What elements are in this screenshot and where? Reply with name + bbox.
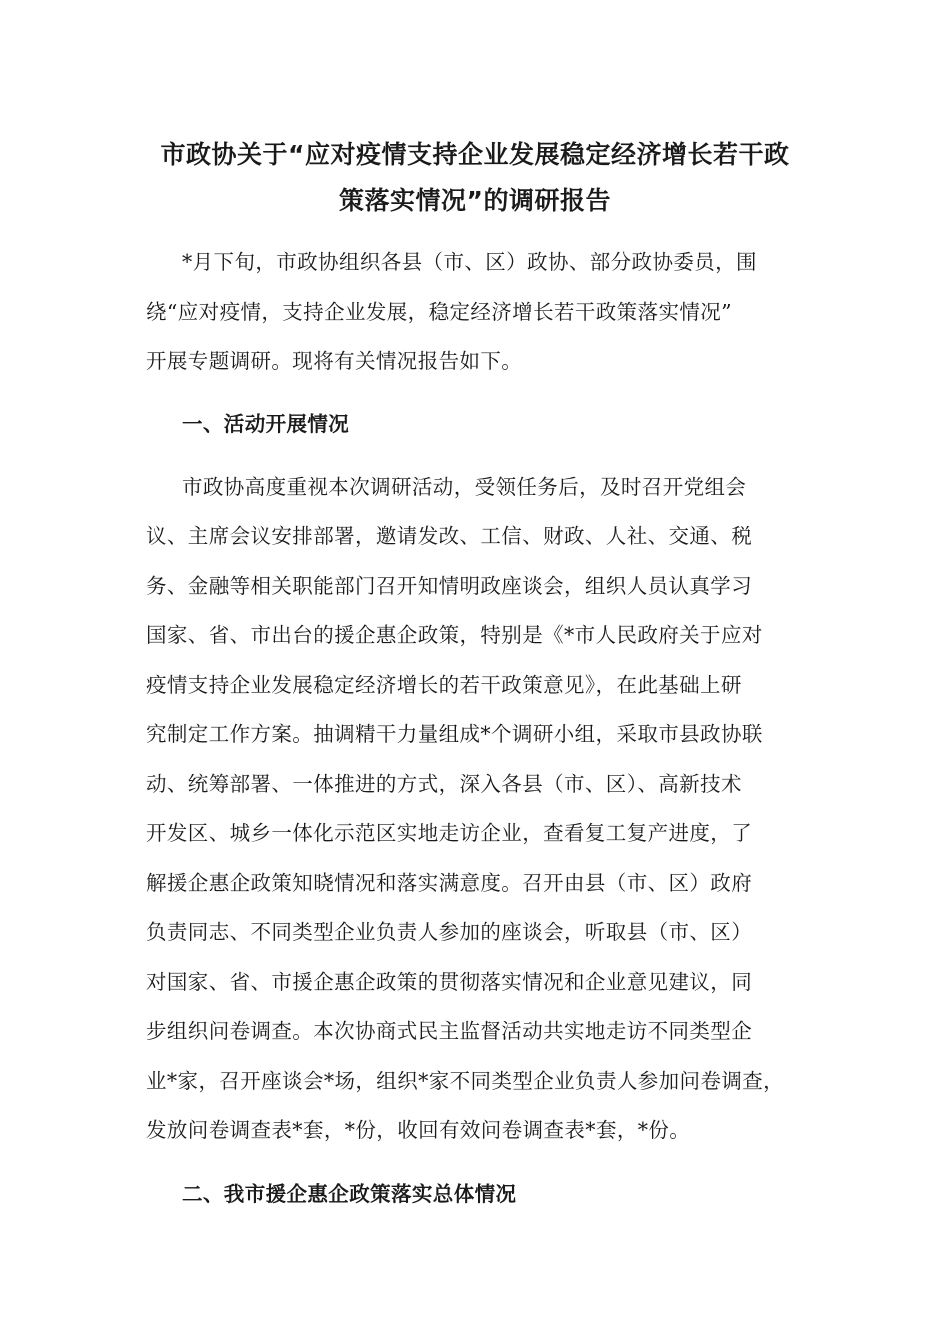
section1-paragraph-line: 动、统筹部署、一体推进的方式，深入各县（市、区）、高新技术 xyxy=(146,772,742,796)
document-title-line-1: 市政协关于“应对疫情支持企业发展稳定经济增长若干政 xyxy=(160,140,790,169)
intro-paragraph-line: *月下旬，市政协组织各县（市、区）政协、部分政协委员，围 xyxy=(182,250,757,274)
section1-paragraph-line: 务、金融等相关职能部门召开知情明政座谈会，组织人员认真学习 xyxy=(146,574,753,598)
intro-paragraph-line: 绕“应对疫情，支持企业发展，稳定经济增长若干政策落实情况” xyxy=(146,300,733,324)
intro-paragraph-line: 开展专题调研。现将有关情况报告如下。 xyxy=(146,349,523,373)
section1-paragraph-line: 议、主席会议安排部署，邀请发改、工信、财政、人社、交通、税 xyxy=(146,524,753,548)
section1-paragraph-line: 国家、省、市出台的援企惠企政策，特别是《*市人民政府关于应对 xyxy=(146,623,763,647)
section1-paragraph-line: 业*家，召开座谈会*场，组织*家不同类型企业负责人参加问卷调查， xyxy=(146,1069,785,1093)
section1-paragraph-line: 步组织问卷调查。本次协商式民主监督活动共实地走访不同类型企 xyxy=(146,1019,753,1043)
section-heading-1: 一、活动开展情况 xyxy=(182,412,350,436)
section1-paragraph-line: 解援企惠企政策知晓情况和落实满意度。召开由县（市、区）政府 xyxy=(146,871,753,895)
section1-paragraph-line: 疫情支持企业发展稳定经济增长的若干政策意见》，在此基础上研 xyxy=(146,673,742,697)
section1-paragraph-line: 负责同志、不同类型企业负责人参加的座谈会，听取县（市、区） xyxy=(146,920,753,944)
section1-paragraph-line: 开发区、城乡一体化示范区实地走访企业，查看复工复产进度，了 xyxy=(146,821,753,845)
section1-paragraph-line: 对国家、省、市援企惠企政策的贯彻落实情况和企业意见建议，同 xyxy=(146,970,753,994)
section1-paragraph-line: 发放问卷调查表*套，*份，收回有效问卷调查表*套，*份。 xyxy=(146,1118,691,1142)
section1-paragraph-line: 市政协高度重视本次调研活动，受领任务后，及时召开党组会 xyxy=(182,475,747,499)
section1-paragraph-line: 究制定工作方案。抽调精干力量组成*个调研小组，采取市县政协联 xyxy=(146,722,763,746)
document-title-line-2: 策落实情况”的调研报告 xyxy=(339,186,611,215)
section-heading-2: 二、我市援企惠企政策落实总体情况 xyxy=(182,1182,517,1206)
